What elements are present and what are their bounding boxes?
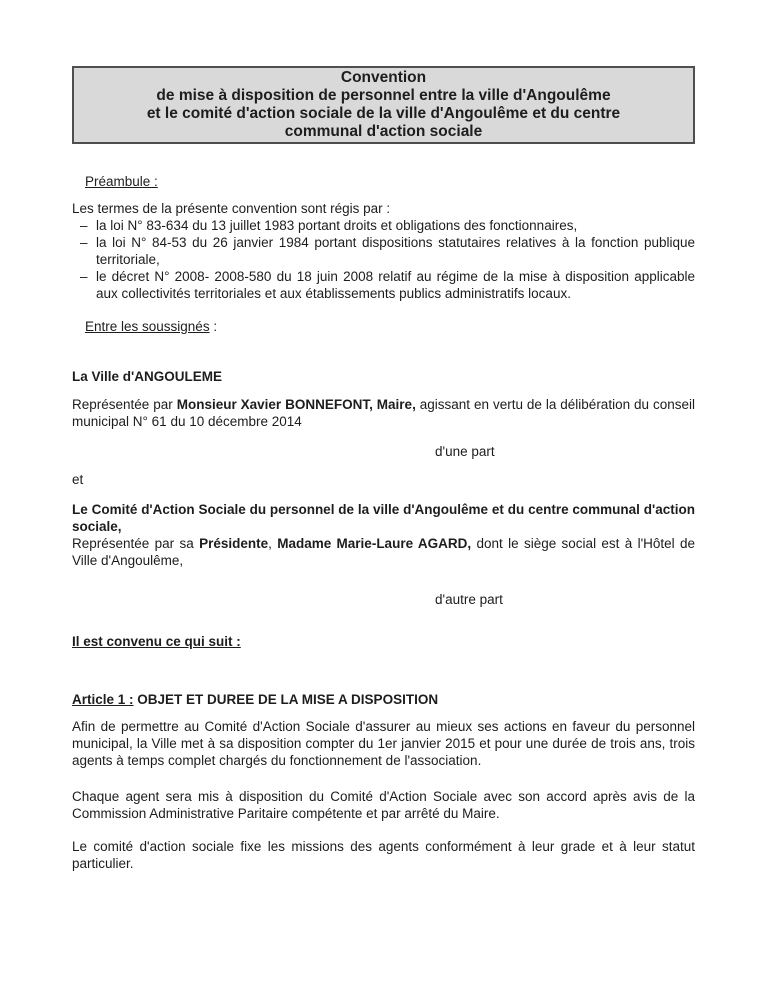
article1-title: OBJET ET DUREE DE LA MISE A DISPOSITION — [133, 692, 439, 707]
comite-rep-name: Madame Marie-Laure AGARD, — [277, 536, 472, 551]
ville-representative — [72, 396, 695, 430]
document-content — [72, 0, 695, 872]
title-line-4: communal d'action sociale — [284, 123, 483, 140]
list-item-text: la loi N° 84-53 du 26 janvier 1984 portant dispositions statutaires relatives à la fonction publique territoriale, — [96, 235, 695, 267]
article1-label: Article 1 : — [72, 692, 134, 707]
article1-heading — [72, 691, 695, 708]
preambule-heading-text: Préambule : — [85, 174, 158, 189]
parties-heading-underlined: Entre les soussignés — [85, 319, 210, 334]
parties-heading — [72, 318, 695, 335]
title-line-2: de mise à disposition de personnel entre la ville d'Angoulême — [156, 87, 611, 104]
comite-name: Le Comité d'Action Sociale du personnel de la ville d'Angoulême et du centre communal d'action sociale, — [72, 502, 695, 534]
article1-paragraph-3: Le comité d'action sociale fixe les missions des agents conformément à leur grade et à leur statut particulier. — [72, 839, 695, 871]
ville-name: La Ville d'ANGOULEME — [72, 369, 222, 384]
article1-paragraph-1: Afin de permettre au Comité d'Action Sociale d'assurer au mieux ses actions en faveur du personnel municipal, la Ville met à sa disposition compter du 1er janvier 2015 et pour une durée de trois ans, trois agents à temps complet chargés du fonctionnement de l'association. — [72, 719, 695, 768]
list-item — [72, 268, 695, 302]
comite-block — [72, 501, 695, 569]
autre-part-line: d'autre part — [435, 592, 503, 607]
title-line-1: Convention — [340, 69, 427, 86]
parties-heading-rest: : — [209, 319, 218, 334]
list-item-text: la loi N° 83-634 du 13 juillet 1983 portant droits et obligations des fonctionnaires, — [96, 218, 578, 233]
article1-paragraph-2: Chaque agent sera mis à disposition du Comité d'Action Sociale avec son accord après avis de la Commission Administrative Paritaire compétente et par arrêté du Maire. — [72, 789, 695, 821]
comite-rep-mid: , — [268, 536, 278, 551]
ville-rep-post: agissant en vertu de la délibération du conseil municipal N° 61 du 10 décembre 2014 — [72, 397, 695, 429]
preambule-intro: Les termes de la présente convention sont régis par : — [72, 201, 391, 216]
et-connector: et — [72, 472, 84, 487]
dash-bullet: – — [80, 269, 88, 284]
preambule-heading — [72, 173, 695, 190]
comite-rep-title: Présidente — [199, 536, 269, 551]
list-item-text: le décret N° 2008- 2008-580 du 18 juin 2008 relatif au régime de la mise à disposition applicable aux collectivités territoriales et aux établissements publics administratifs locaux. — [96, 269, 695, 301]
document-title-box — [72, 66, 695, 144]
convenu-heading — [72, 633, 695, 650]
title-line-3: et le comité d'action sociale de la ville d'Angoulême et du centre — [146, 105, 621, 122]
dash-bullet: – — [80, 235, 88, 250]
ville-rep-pre: Représentée par — [72, 397, 177, 412]
convenu-heading-text: Il est convenu ce qui suit : — [72, 634, 241, 649]
list-item — [72, 217, 695, 234]
comite-rep-pre: Représentée par sa — [72, 536, 200, 551]
une-part-line: d'une part — [435, 444, 495, 459]
legal-references-list — [72, 217, 695, 302]
list-item — [72, 234, 695, 268]
ville-rep-name: Monsieur Xavier BONNEFONT, Maire, — [176, 397, 416, 412]
comite-rep-post: dont le siège social est à l'Hôtel de Ville d'Angoulême, — [72, 536, 696, 568]
dash-bullet: – — [80, 218, 88, 233]
